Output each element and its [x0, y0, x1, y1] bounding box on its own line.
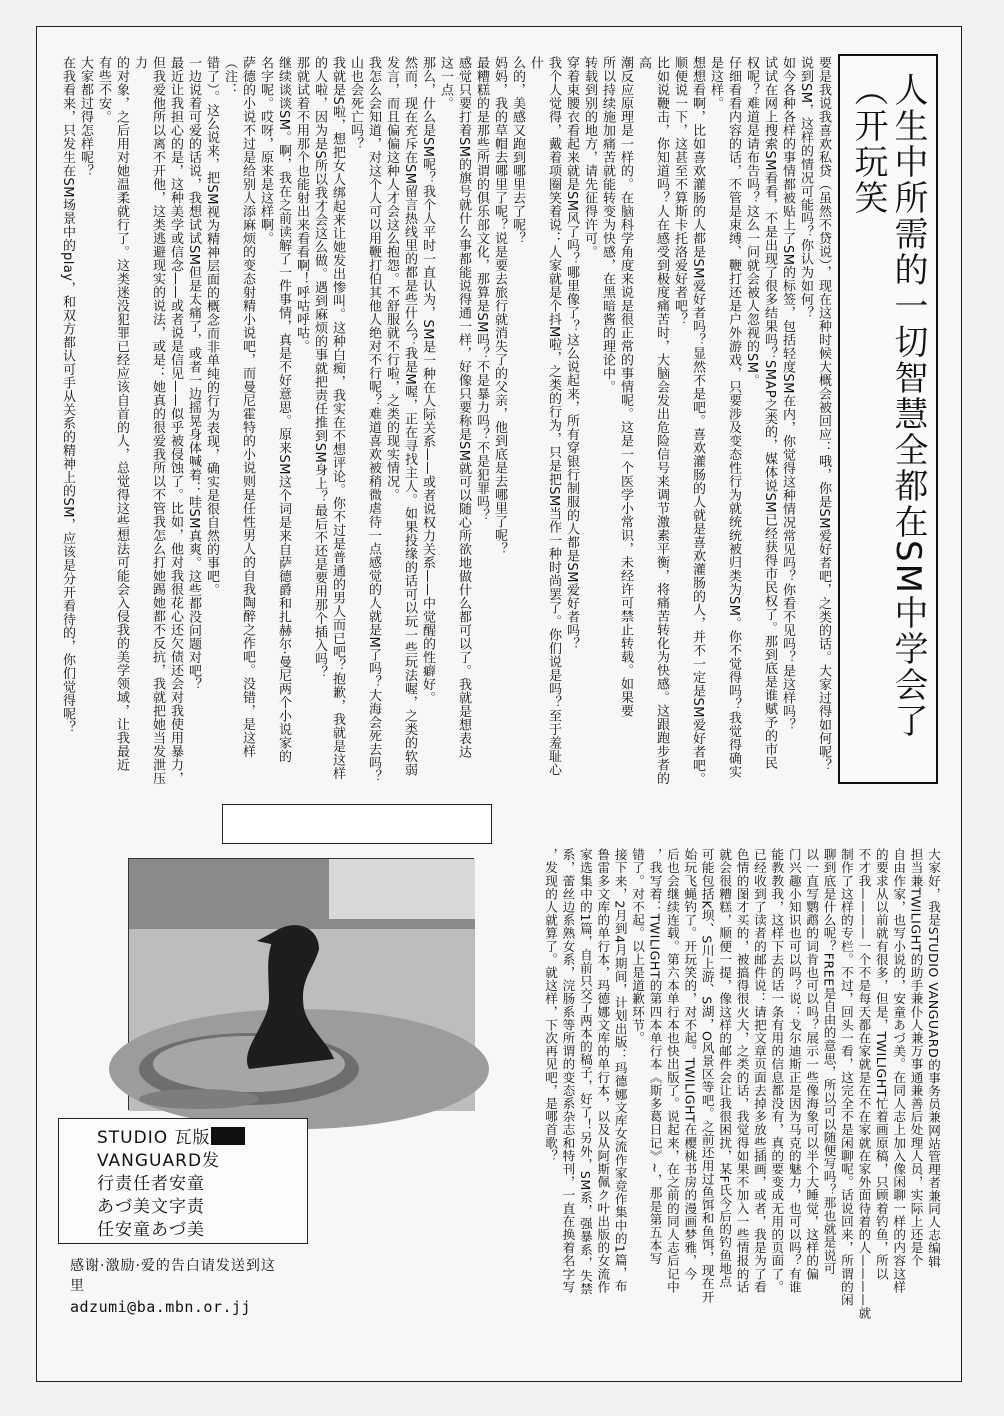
text-column: 妈妈，我的草帽去哪里了呢？说是要去旅行就消失了的父亲，他到底是去哪里了呢？: [492, 56, 507, 556]
text-column: 的对象，之后用对她温柔就行了。这类迷没犯罪已经应该自首的人，总觉得这些想法可能会入侵我的美学领域，让我最近: [114, 56, 129, 772]
text-column: 始玩飞蝇钓了。开玩笑的，对不起。TWILIGHT在樱桃书房的漫画梦雅，今: [682, 848, 698, 1281]
text-column: 色情的图才买的，被搞得很火大，之类的话，我觉得如果不加入一些情报的话: [734, 848, 750, 1294]
text-column: 说到SM，这样的情况可能吗？你认为如何？: [798, 56, 813, 320]
text-column: 么的，美感又跑到哪里去了呢？: [510, 56, 525, 245]
text-column: 继续谈谈SM。啊，我在之前读解了一件事情，真是不好意思。原来SM这个词是来自萨德爵和扎赫尔·曼尼两个小说家的: [276, 56, 291, 764]
text-column: 不才我————一个不是每天都在家就是在不在家就在家外面待着的人————就: [856, 848, 872, 1320]
text-column: 穿着束腰衣看起来就是SM风了吗？哪里像了？这么说起来，所有穿银行制服的人都是SM爱好者吗？: [564, 56, 579, 651]
text-column: 感觉只要打着SM的旗号就什么事都能说得通一样，好像只要称是SM就可以随心所欲地做什么都可以了。我就是想表达: [456, 56, 471, 759]
text-column: 大家都过得怎样呢？: [78, 56, 93, 178]
text-column: 名字呢。哎呀，原来是这样啊。: [258, 56, 273, 245]
text-column: 是这样。: [708, 56, 723, 110]
text-column: 有些不安。: [96, 56, 111, 124]
text-column: 就会很糟糕，顺便一提，像这样的邮件会让我很困扰，某F氏今后的钓鱼地点: [717, 848, 733, 1289]
text-column: 顺便说一下，这甚至不算斯卡托洛爱好者吧？: [672, 56, 687, 326]
text-column: 那么，什么是SM呢？我个人平时一直认为，SM是一种在人际关系——或者说权力关系——中觉醒的性癖好。: [420, 56, 435, 705]
text-column: 所以持续施加痛苦就能转变为快感，在黑暗酱的理论中。: [600, 56, 615, 394]
text-column: 要是我说我喜欢私贷（虽然不贷说），现在这种时候大概会被回应：哦，你是SM爱好者吧，之类的话。大家过得如何呢？: [816, 56, 831, 772]
text-column: 我怎么会知道，对这个人可以用鞭打伯其他人绝对不行呢？难道喜欢被稍微虐待一点感觉的人就是M了吗？大海会死去吗？: [366, 56, 381, 784]
colophon-line-5: 任安童あづ美: [97, 1220, 205, 1240]
colophon-line-2: VANGUARD发: [97, 1151, 221, 1171]
text-column: 已经收到了读者的邮件说：请把文章页面去掉多放些插画，或者，我是为了看: [751, 848, 767, 1294]
text-column: 家选集中的1篇，自前只交了两本的稿子，好了！另外，SM系，强暴系，失禁: [577, 848, 593, 1296]
text-column: 错了）。这么说来，把SM视为精神层面的概念而非单纯的行为表现，确实是很自然的事吧。: [204, 56, 219, 597]
text-column: ，发现的人就算了。就这样，下次再见吧，是哪首歌？: [543, 848, 559, 1163]
colophon-line-3: 行责任者安童: [97, 1174, 205, 1194]
text-column: ，我写着：TWILIGHT的第四本单行本《斯多葛日记》~，那是第五本写: [647, 848, 663, 1266]
contact-email[interactable]: adzumi@ba.mbn.or.jj: [70, 1298, 252, 1316]
colophon-line-4: あづ美文字责: [97, 1197, 205, 1217]
text-column: 系，蕾丝边系熟女系，浣肠系等所谓的变态系杂志和特刊，一直在换着名字写: [560, 848, 576, 1294]
page-title: 人生中所需的一切智慧全都在SM中学会了（开玩笑: [848, 72, 928, 739]
text-column: 后也会继续连载。第六本单行本也快出版了。说起来，在之前的同人志后记中: [664, 848, 680, 1294]
text-column: 如今各种各样的事情都被贴上了SM的标签，包括轻度SM在内，你觉得这种情况常见吗？你看不见吗？是这样吗？: [780, 56, 795, 732]
colophon-line-1: STUDIO 瓦版: [97, 1128, 211, 1148]
text-column: 一边说着可爱的话说，我想试试SM但是太痛了，或者一边摇晃身体喊着：哇SM真爽。这些都没问题对吧？: [186, 56, 201, 691]
text-column: 那就试着不用那个也能射出来看看啊！呼咕呼咕。: [294, 56, 309, 353]
text-column: 潮反应原理是一样的。在脑科学角度来说是很正常的事情呢。这是一个医学小常识，未经许可禁止转载。如果要: [618, 56, 633, 718]
text-column: 但我爱他所以离不开他，这类逃避现实的说法，或是：她真的很爱我所以不管我怎么打她踢她都不反抗，我就把她当发泄压力: [132, 56, 165, 785]
text-column: 大家好，我是STUDIO VANGUARD的事务员兼网站管理者兼同人志编辑: [926, 848, 941, 1268]
text-column: 我个人觉得，戴着项圈笑着说：人家就是个抖M啦，之类的行为，只是把SM当作一种时尚罢了。你们说是吗？至于羞耻心什: [528, 56, 561, 777]
text-column: 转载到别的地方，请先征得许可。: [582, 56, 597, 259]
text-column: 在我看来，只发生在SM场景中的play，和双方都认可手从关系的精神上的SM，应该是分开看待的，你们觉得呢？: [60, 56, 75, 734]
text-column: 错了。对不起。以上是道歉环节。: [630, 848, 646, 1045]
text-column: 能教教我，这样下去的话一条有用的信息都没有，真的要变成无用的页面了。: [769, 848, 785, 1294]
text-column: 鲁雷多文库的单行本，玛德娜文库的单行本，以及从阿斯佩ク叶出版的女流作: [595, 848, 611, 1294]
text-column: 聊到底是什么呢？FREE是自由的意思，所以可以随便写吗？那也就是说可: [821, 848, 837, 1275]
text-column: 可能包括K坝、S川上游、S湖，O风景区等吧。之前还用过鱼饵和鱼饵，现在开: [699, 848, 715, 1304]
blank-box: [222, 804, 492, 844]
text-column: 门兴趣小知识也可以吗？说：戈尔迪斯正是因为马克的魅力，也可以吗？有谁: [786, 848, 802, 1294]
text-column: 接下来，2月到4月期间，计划出版：玛德娜文库女流作家竞作集中的1篇，布: [612, 848, 628, 1293]
redaction-block: [211, 1127, 245, 1145]
text-column: 最糟糕的是那些所谓的俱乐部文化，那算是SM吗？不是暴力吗？不是犯罪吗？: [474, 56, 489, 522]
text-column: 最近让我担心的是，这种美学或信念——或者说是信见——似乎被侵蚀了。比如，他对我很花心还欠债还会对我使用暴力，: [168, 56, 183, 785]
text-column: 以一直写鹦鹉的词肯也可以吗？展示一些像海象可以半个大睡觉，这样的偏: [804, 848, 820, 1281]
text-column: 自由作家，也写小说的，安童あづ美。在同人志上加入像闲聊一样的内容这样: [891, 848, 907, 1294]
text-column: 的人啦，因为是S所以我才会这么做。遇到麻烦的事就把责任推到SM身上？最后不还是要用那个插入吗？: [312, 56, 327, 680]
title-box: [838, 54, 938, 784]
text-column: 仔细看看内容的话，不管是束缚、鞭打还是户外游戏，只要涉及变态性行为就统统被归类为SM。你不觉得吗？我觉得确实: [726, 56, 741, 779]
main-article-columns: [60, 56, 832, 786]
colophon-box: [58, 1118, 308, 1244]
text-column: 我就是S啦，想把女人绑起来让她发出惨叫。这种白痴，我实在不想评论。你不过是普通的男人而已吧？抱歉，我就是这样: [330, 56, 345, 781]
side-article-columns: [502, 848, 942, 1378]
text-column: 担当兼TWILIGHT的助手兼仆人兼万事通兼善后处理人员，实际上还是个: [908, 848, 924, 1268]
text-column: 山也会死亡吗？: [348, 56, 363, 151]
text-column: 这一点。: [438, 56, 453, 110]
text-column: 权呢？难道是请布告吗？这么一问就会被人忽视的SM。: [744, 56, 759, 387]
text-column: 试试在网上搜索SM看看，不是出现了很多结果吗？SMAP之类的，媒体说SM已经获得市民权了。那到底是谁赋予的市民: [762, 56, 777, 770]
text-column: 的要求从以前就有很多，但是，TWILIGHT忙着画原稿，只顾着钓鱼，所以: [873, 848, 889, 1281]
text-column: 想想看啊，比如喜欢灌肠的人都是SM爱好者吗？显然不是吧。喜欢灌肠的人就是喜欢灌肠的人，并不一定是SM爱好者吧。: [690, 56, 705, 786]
text-column: 发言，而且偏偏这种人才会这么抱怨。不舒服就不行啦，之类的现实情况。: [384, 56, 399, 502]
sea-lion-photo: [128, 858, 474, 1110]
text-column: 萨德的小说不过是给别人添麻烦的变态射精小说吧，而曼尼霍特的小说则是任性男人的自我陶醉之作吧。没错，是这样（注：: [222, 56, 255, 758]
text-column: 制作了这样的专栏。不过，回头一看，这完全不是闲聊呢。话说回来，所谓的闲: [838, 848, 854, 1307]
contact-note: 感谢·激励·爱的告白请发送到这里: [70, 1258, 276, 1294]
text-column: 然而，现在充斥在SM留言热线里的都是些什么？我是M喔，正在寻找主人。如果投缘的话可以玩一些玩法喔，之类的软弱: [402, 56, 417, 777]
text-column: 比如说鞭击，你知道吗？人在感受到极度痛苦时，大脑会发出危险信号来调节激素平衡，将痛苦转化为快感。这跟跑步者的高: [636, 56, 669, 785]
